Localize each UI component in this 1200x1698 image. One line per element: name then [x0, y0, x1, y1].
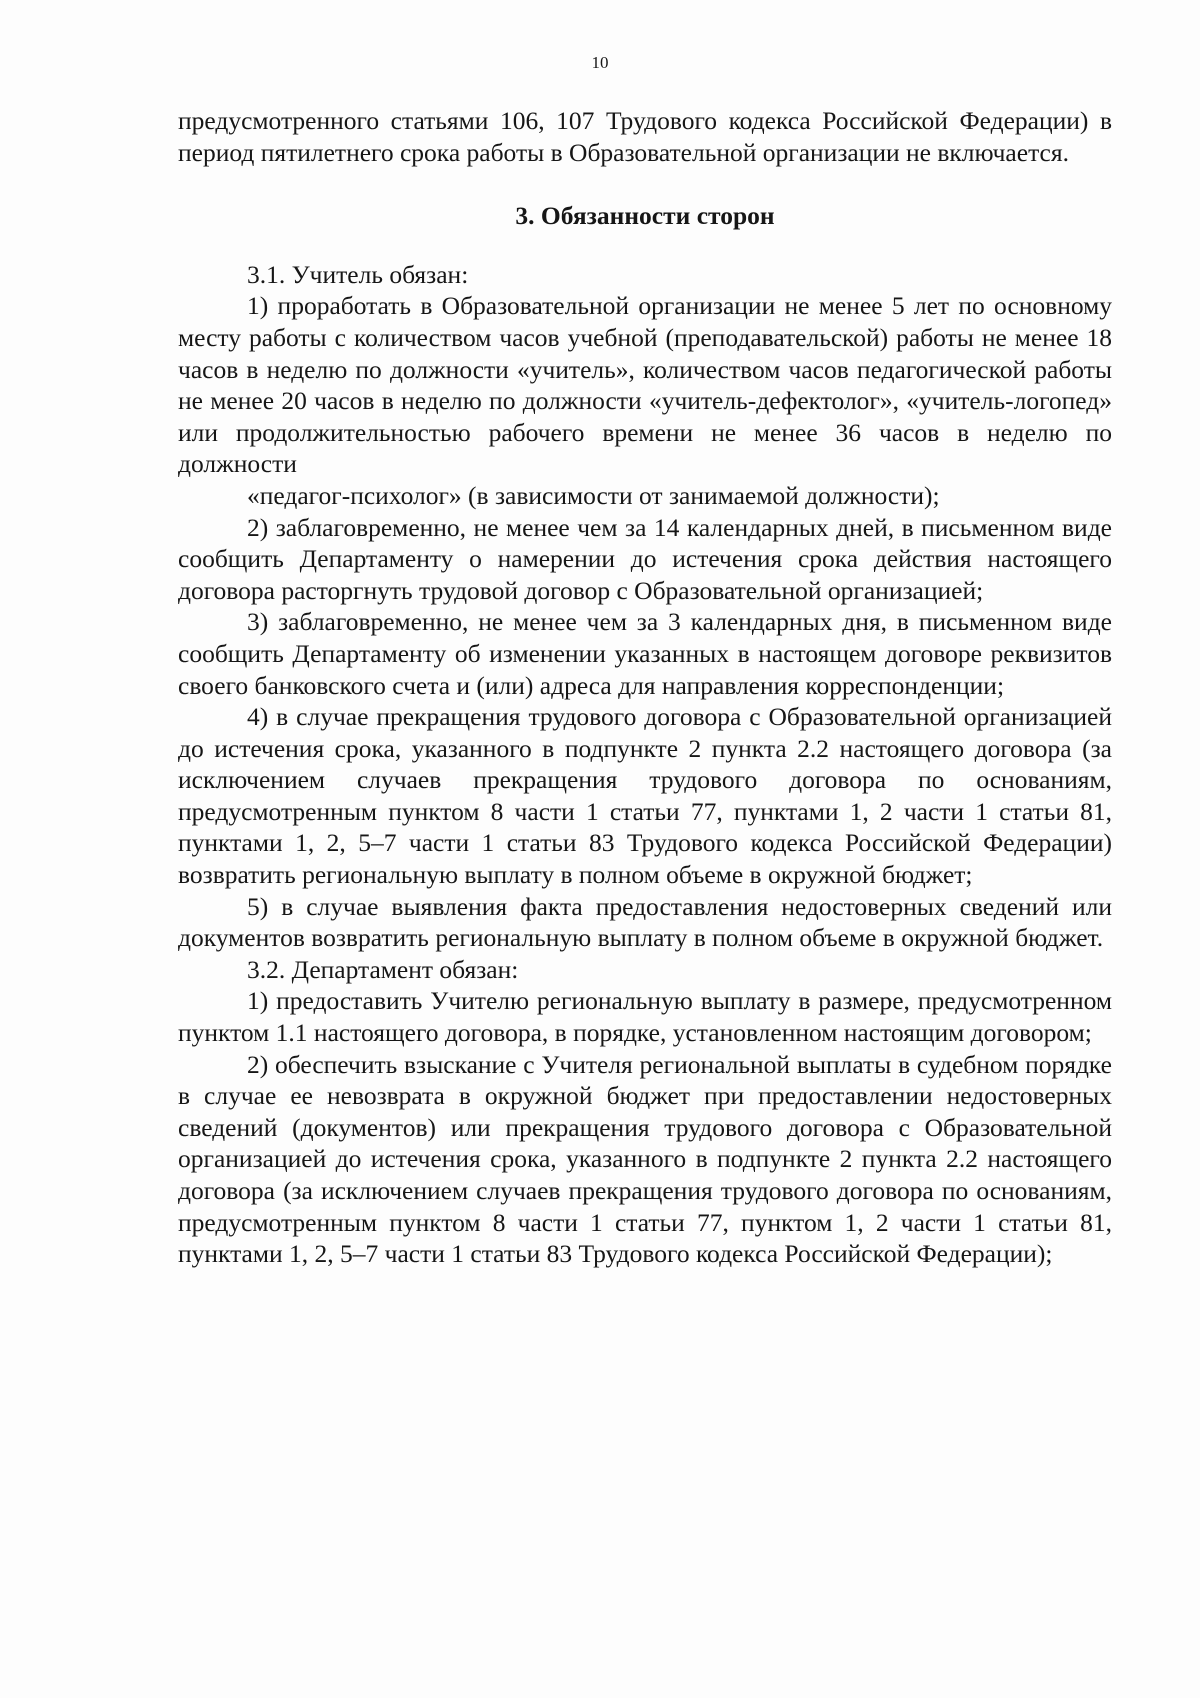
document-body: [178, 105, 1112, 1270]
clause-3-1-item-1-continuation: «педагог-психолог» (в зависимости от занимаемой должности);: [247, 480, 940, 510]
section-heading: 3. Обязанности сторон: [515, 201, 775, 231]
page-number: 10: [591, 53, 609, 72]
clause-3-1-item-3: 3) заблаговременно, не менее чем за 3 календарных дня, в письменном виде сообщить Департаменту об изменении указанных в настоящем договоре реквизитов своего банковского счета и (или) адреса для направления корреспонденции;: [178, 607, 1112, 700]
clause-3-1-heading: 3.1. Учитель обязан:: [247, 259, 469, 289]
clause-3-2-item-1: 1) предоставить Учителю региональную выплату в размере, предусмотренном пунктом 1.1 настоящего договора, в порядке, установленном настоящим договором;: [178, 986, 1112, 1048]
continuation-paragraph: предусмотренного статьями 106, 107 Трудового кодекса Российской Федерации) в период пятилетнего срока работы в Образовательной организации не включается.: [178, 106, 1112, 167]
clause-3-1-item-1: 1) проработать в Образовательной организации не менее 5 лет по основному месту работы с количеством часов учебной (преподавательской) работы не менее 18 часов в неделю по должности «учитель», количеством часов педагогической работы не менее 20 часов в неделю по должности «учитель-дефектолог», «учитель-логопед» или продолжительностью рабочего времени не менее 36 часов в неделю по должности: [178, 291, 1112, 479]
clause-3-2-item-2: 2) обеспечить взыскание с Учителя региональной выплаты в судебном порядке в случае ее невозврата в окружной бюджет при предоставлении недостоверных сведений (документов) или прекращения трудового договора с Образовательной организацией до истечения срока, указанного в подпункте 2 пункта 2.2 настоящего договора (за исключением случаев прекращения трудового договора по основаниям, предусмотренным пунктом 8 части 1 статьи 77, пунктом 1, 2 части 1 статьи 81, пунктами 1, 2, 5–7 части 1 статьи 83 Трудового кодекса Российской Федерации);: [178, 1049, 1112, 1269]
clause-3-1-item-2: 2) заблаговременно, не менее чем за 14 календарных дней, в письменном виде сообщить Департаменту о намерении до истечения срока действия настоящего договора расторгнуть трудовой договор с Образовательной организацией;: [178, 512, 1112, 605]
clause-3-1-item-4: 4) в случае прекращения трудового договора с Образовательной организацией до истечения срока, указанного в подпункте 2 пункта 2.2 настоящего договора (за исключением случаев прекращения трудового договора по основаниям, предусмотренным пунктом 8 части 1 статьи 77, пунктами 1, 2 части 1 статьи 81, пунктами 1, 2, 5–7 части 1 статьи 83 Трудового кодекса Российской Федерации) возвратить региональную выплату в полном объеме в окружной бюджет;: [178, 702, 1112, 890]
clause-3-1-item-5: 5) в случае выявления факта предоставления недостоверных сведений или документов возвратить региональную выплату в полном объеме в окружной бюджет.: [178, 891, 1112, 953]
clause-3-2-heading: 3.2. Департамент обязан:: [247, 954, 519, 984]
